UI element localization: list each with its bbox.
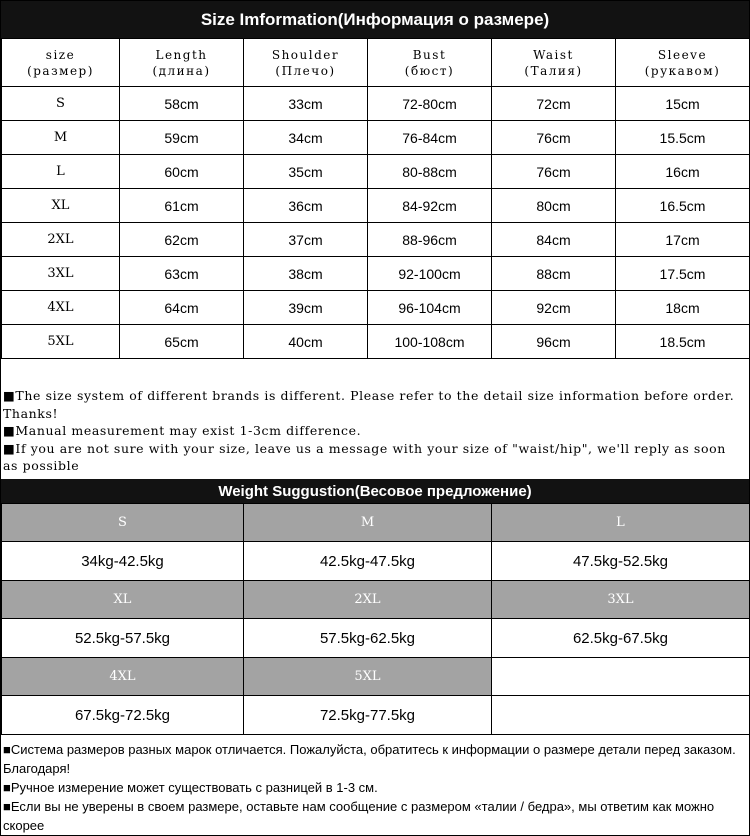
empty-cell (492, 696, 750, 735)
size-cell: L (2, 155, 120, 189)
weight-size-label: M (244, 504, 492, 542)
note-text: ■Manual measurement may exist 1-3cm difference. (3, 423, 362, 438)
size-cell: M (2, 121, 120, 155)
header-ru: (Талия) (524, 63, 583, 78)
sleeve-cell: 16.5cm (616, 189, 750, 223)
shoulder-cell: 35cm (244, 155, 368, 189)
length-cell: 61cm (120, 189, 244, 223)
note-text: ■Система размеров разных марок отличается. Пожалуйста, обратитесь к информации о размере детали перед заказом. Благодаря! (3, 742, 736, 776)
note-text: ■Если вы не уверены в своем размере, оставьте нам сообщение с размером «талии / бедра», мы ответим как можно скорее (3, 799, 715, 833)
weight-size-label: 4XL (2, 658, 244, 696)
size-row (2, 155, 750, 189)
waist-cell: 76cm (492, 155, 616, 189)
shoulder-cell: 33cm (244, 87, 368, 121)
shoulder-cell: 39cm (244, 291, 368, 325)
waist-cell: 92cm (492, 291, 616, 325)
size-cell: 3XL (2, 257, 120, 291)
size-cell: 4XL (2, 291, 120, 325)
header-cell (244, 39, 368, 87)
bust-cell: 88-96cm (368, 223, 492, 257)
bust-cell: 72-80cm (368, 87, 492, 121)
weight-size-row (2, 581, 750, 619)
size-info-title: Size Imformation(Информация о размере) (1, 1, 749, 38)
length-cell: 64cm (120, 291, 244, 325)
size-cell: XL (2, 189, 120, 223)
header-en: Bust (412, 47, 447, 62)
header-cell (368, 39, 492, 87)
size-row (2, 325, 750, 359)
bust-cell: 96-104cm (368, 291, 492, 325)
bust-cell: 76-84cm (368, 121, 492, 155)
sleeve-cell: 17cm (616, 223, 750, 257)
weight-table (1, 503, 750, 735)
weight-value: 52.5kg-57.5kg (2, 619, 244, 658)
weight-size-label: 2XL (244, 581, 492, 619)
weight-size-label: S (2, 504, 244, 542)
waist-cell: 76cm (492, 121, 616, 155)
weight-size-row (2, 504, 750, 542)
size-row (2, 87, 750, 121)
header-en: size (45, 47, 76, 62)
bust-cell: 84-92cm (368, 189, 492, 223)
header-ru: (рукавом) (644, 63, 721, 78)
weight-size-label: 3XL (492, 581, 750, 619)
header-en: Sleeve (657, 47, 708, 62)
sleeve-cell: 15cm (616, 87, 750, 121)
shoulder-cell: 36cm (244, 189, 368, 223)
header-en: Waist (533, 47, 574, 62)
length-cell: 60cm (120, 155, 244, 189)
weight-value: 34kg-42.5kg (2, 542, 244, 581)
size-row (2, 121, 750, 155)
size-cell: S (2, 87, 120, 121)
english-notes (3, 387, 743, 475)
weight-size-label: 5XL (244, 658, 492, 696)
weight-value-row (2, 619, 750, 658)
weight-value-row (2, 542, 750, 581)
sleeve-cell: 16cm (616, 155, 750, 189)
weight-size-label: L (492, 504, 750, 542)
weight-suggestion-title: Weight Suggustion(Весовое предложение) (1, 479, 749, 503)
sleeve-cell: 18.5cm (616, 325, 750, 359)
weight-size-label (492, 658, 750, 696)
waist-cell: 84cm (492, 223, 616, 257)
shoulder-cell: 37cm (244, 223, 368, 257)
header-cell (2, 39, 120, 87)
weight-value: 72.5kg-77.5kg (244, 696, 492, 735)
header-cell (616, 39, 750, 87)
waist-cell: 80cm (492, 189, 616, 223)
sleeve-cell: 17.5cm (616, 257, 750, 291)
waist-cell: 88cm (492, 257, 616, 291)
size-row (2, 291, 750, 325)
length-cell: 59cm (120, 121, 244, 155)
shoulder-cell: 40cm (244, 325, 368, 359)
bust-cell: 100-108cm (368, 325, 492, 359)
sleeve-cell: 15.5cm (616, 121, 750, 155)
weight-value: 57.5kg-62.5kg (244, 619, 492, 658)
waist-cell: 72cm (492, 87, 616, 121)
russian-notes (3, 740, 747, 835)
note-text: ■If you are not sure with your size, leave us a message with your size of "waist/hip", we'll reply as soon as possible (3, 440, 726, 473)
sleeve-cell: 18cm (616, 291, 750, 325)
weight-value-row (2, 696, 750, 735)
bust-cell: 80-88cm (368, 155, 492, 189)
length-cell: 65cm (120, 325, 244, 359)
header-en: Shoulder (271, 47, 340, 62)
length-cell: 62cm (120, 223, 244, 257)
shoulder-cell: 38cm (244, 257, 368, 291)
header-ru: (Плечо) (275, 63, 336, 78)
bust-cell: 92-100cm (368, 257, 492, 291)
shoulder-cell: 34cm (244, 121, 368, 155)
header-cell (120, 39, 244, 87)
length-cell: 58cm (120, 87, 244, 121)
size-row (2, 189, 750, 223)
size-table (1, 38, 750, 359)
header-ru: (бюст) (404, 63, 455, 78)
waist-cell: 96cm (492, 325, 616, 359)
header-ru: (размер) (27, 63, 94, 78)
header-ru: (длина) (152, 63, 211, 78)
size-cell: 2XL (2, 223, 120, 257)
size-row (2, 257, 750, 291)
size-row (2, 223, 750, 257)
header-cell (492, 39, 616, 87)
header-en: Length (155, 47, 208, 62)
length-cell: 63cm (120, 257, 244, 291)
weight-value: 67.5kg-72.5kg (2, 696, 244, 735)
weight-size-label: XL (2, 581, 244, 619)
note-text: ■The size system of different brands is different. Please refer to the detail size information before order. Thanks! (3, 388, 735, 421)
size-table-header (2, 39, 750, 87)
size-cell: 5XL (2, 325, 120, 359)
weight-size-row (2, 658, 750, 696)
note-text: ■Ручное измерение может существовать с разницей в 1-3 см. (3, 780, 378, 795)
weight-value: 62.5kg-67.5kg (492, 619, 750, 658)
weight-value: 42.5kg-47.5kg (244, 542, 492, 581)
weight-value: 47.5kg-52.5kg (492, 542, 750, 581)
